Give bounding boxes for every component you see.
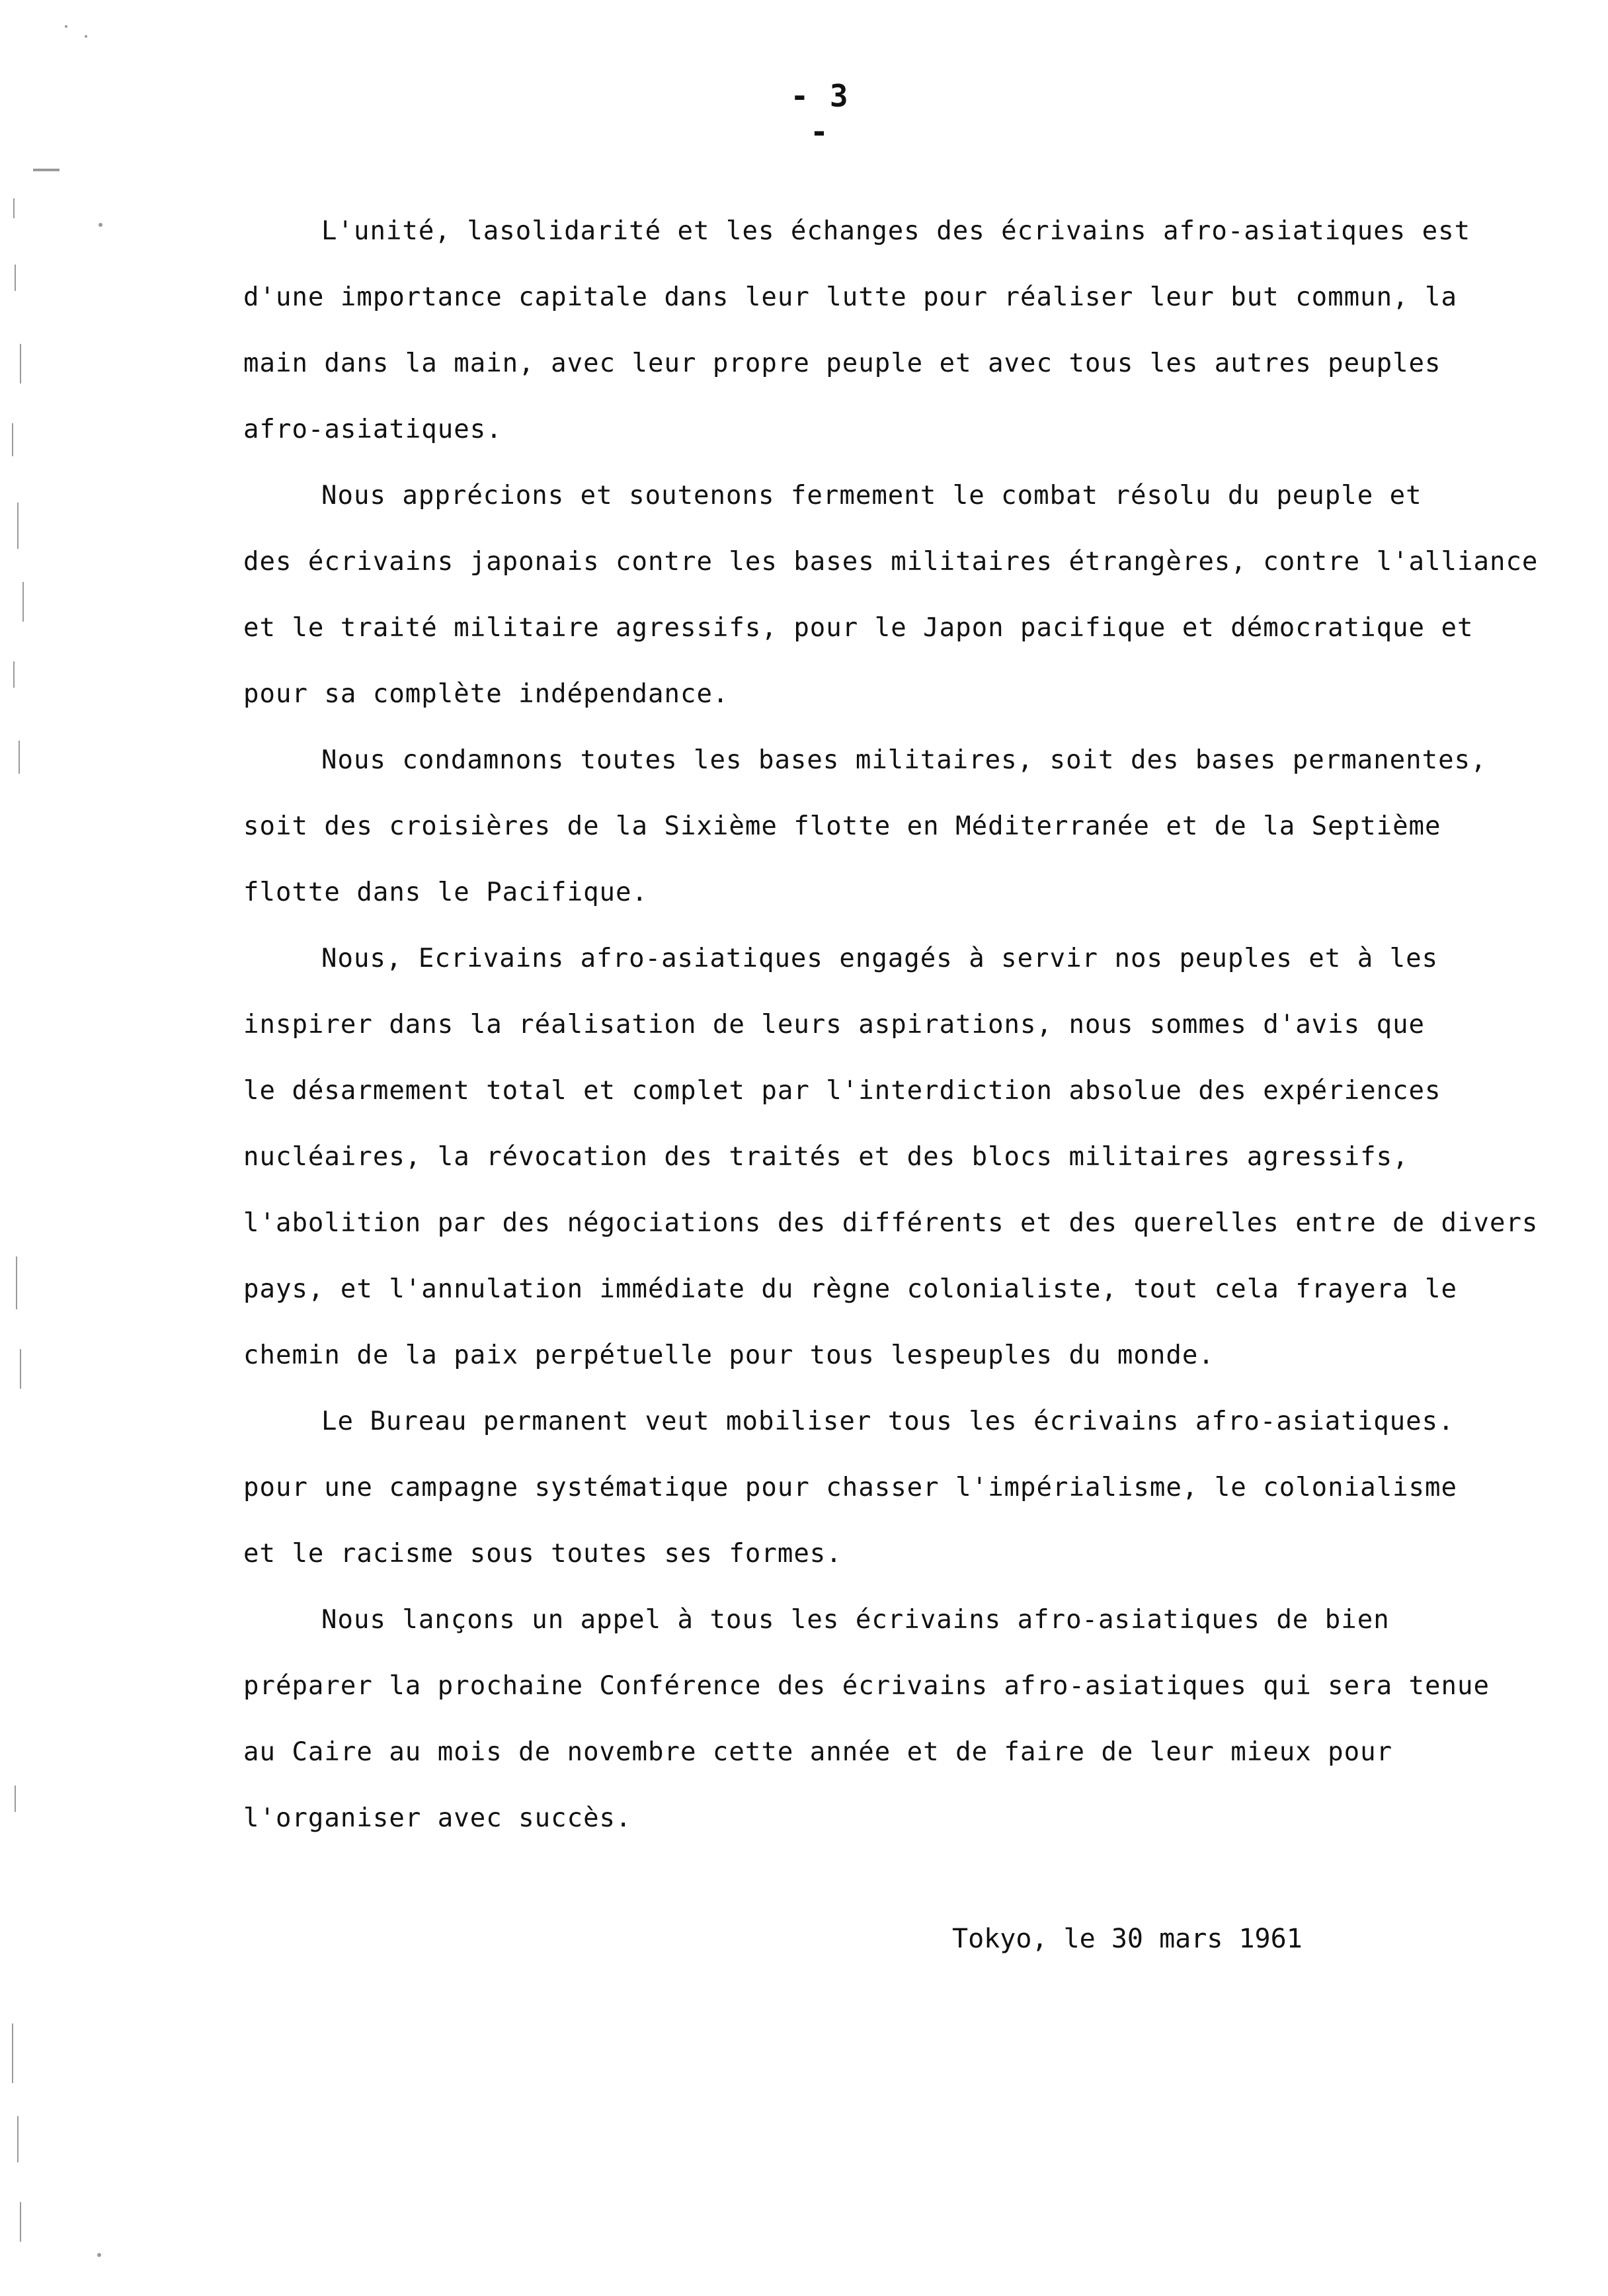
text-line: d'une importance capitale dans leur lutte pour réaliser leur but commun, la [243, 282, 1457, 312]
text-line: le désarmement total et complet par l'interdiction absolue des expériences [243, 1076, 1441, 1106]
text-line: inspirer dans la réalisation de leurs aspirations, nous sommes d'avis que [243, 1010, 1426, 1040]
scan-margin-marks [0, 0, 106, 2296]
page-number: - 3 - [790, 78, 850, 149]
text-line: Le Bureau permanent veut mobiliser tous les écrivains afro-asiatiques. [321, 1407, 1455, 1436]
text-line: L'unité, lasolidarité et les échanges des écrivains afro-asiatiques est [321, 216, 1471, 246]
text-line: l'organiser avec succès. [243, 1803, 632, 1833]
text-line: préparer la prochaine Conférence des écrivains afro-asiatiques qui sera tenue [243, 1671, 1490, 1701]
text-line: Nous condamnons toutes les bases militaires, soit des bases permanentes, [321, 745, 1487, 775]
text-line: nucléaires, la révocation des traités et des blocs militaires agressifs, [243, 1142, 1409, 1172]
text-line: et le traité militaire agressifs, pour le Japon pacifique et démocratique et [243, 613, 1474, 643]
text-line: Nous lançons un appel à tous les écrivains afro-asiatiques de bien [321, 1605, 1390, 1635]
paragraph-disarmament [243, 926, 1579, 1389]
text-line: pays, et l'annulation immédiate du règne colonialiste, tout cela frayera le [243, 1274, 1457, 1304]
text-line: pour une campagne systématique pour chasser l'impérialisme, le colonialisme [243, 1473, 1457, 1502]
paragraph-japan-support [243, 463, 1579, 727]
text-line: Nous, Ecrivains afro-asiatiques engagés à servir nos peuples et à les [321, 944, 1439, 973]
text-line: l'abolition par des négociations des différents et des querelles entre de divers [243, 1208, 1539, 1238]
text-line: chemin de la paix perpétuelle pour tous lespeuples du monde. [243, 1340, 1215, 1370]
text-line: pour sa complète indépendance. [243, 679, 729, 709]
text-line: des écrivains japonais contre les bases militaires étrangères, contre l'alliance [243, 547, 1539, 577]
place-date-line: Tokyo, le 30 mars 1961 [952, 1924, 1303, 1954]
text-line: Nous apprécions et soutenons fermement le combat résolu du peuple et [321, 481, 1422, 511]
paragraph-conference-appeal [243, 1587, 1579, 1852]
text-line: afro-asiatiques. [243, 415, 502, 444]
paragraph-military-bases [243, 727, 1579, 926]
paragraph-campaign [243, 1389, 1579, 1587]
text-line: soit des croisières de la Sixième flotte en Méditerranée et de la Septième [243, 811, 1441, 841]
letter-body [243, 198, 1579, 1852]
text-line: flotte dans le Pacifique. [243, 878, 648, 907]
text-line: au Caire au mois de novembre cette année et de faire de leur mieux pour [243, 1737, 1393, 1767]
text-line: et le racisme sous toutes ses formes. [243, 1539, 842, 1569]
paragraph-unity [243, 198, 1579, 463]
text-line: main dans la main, avec leur propre peuple et avec tous les autres peuples [243, 348, 1441, 378]
